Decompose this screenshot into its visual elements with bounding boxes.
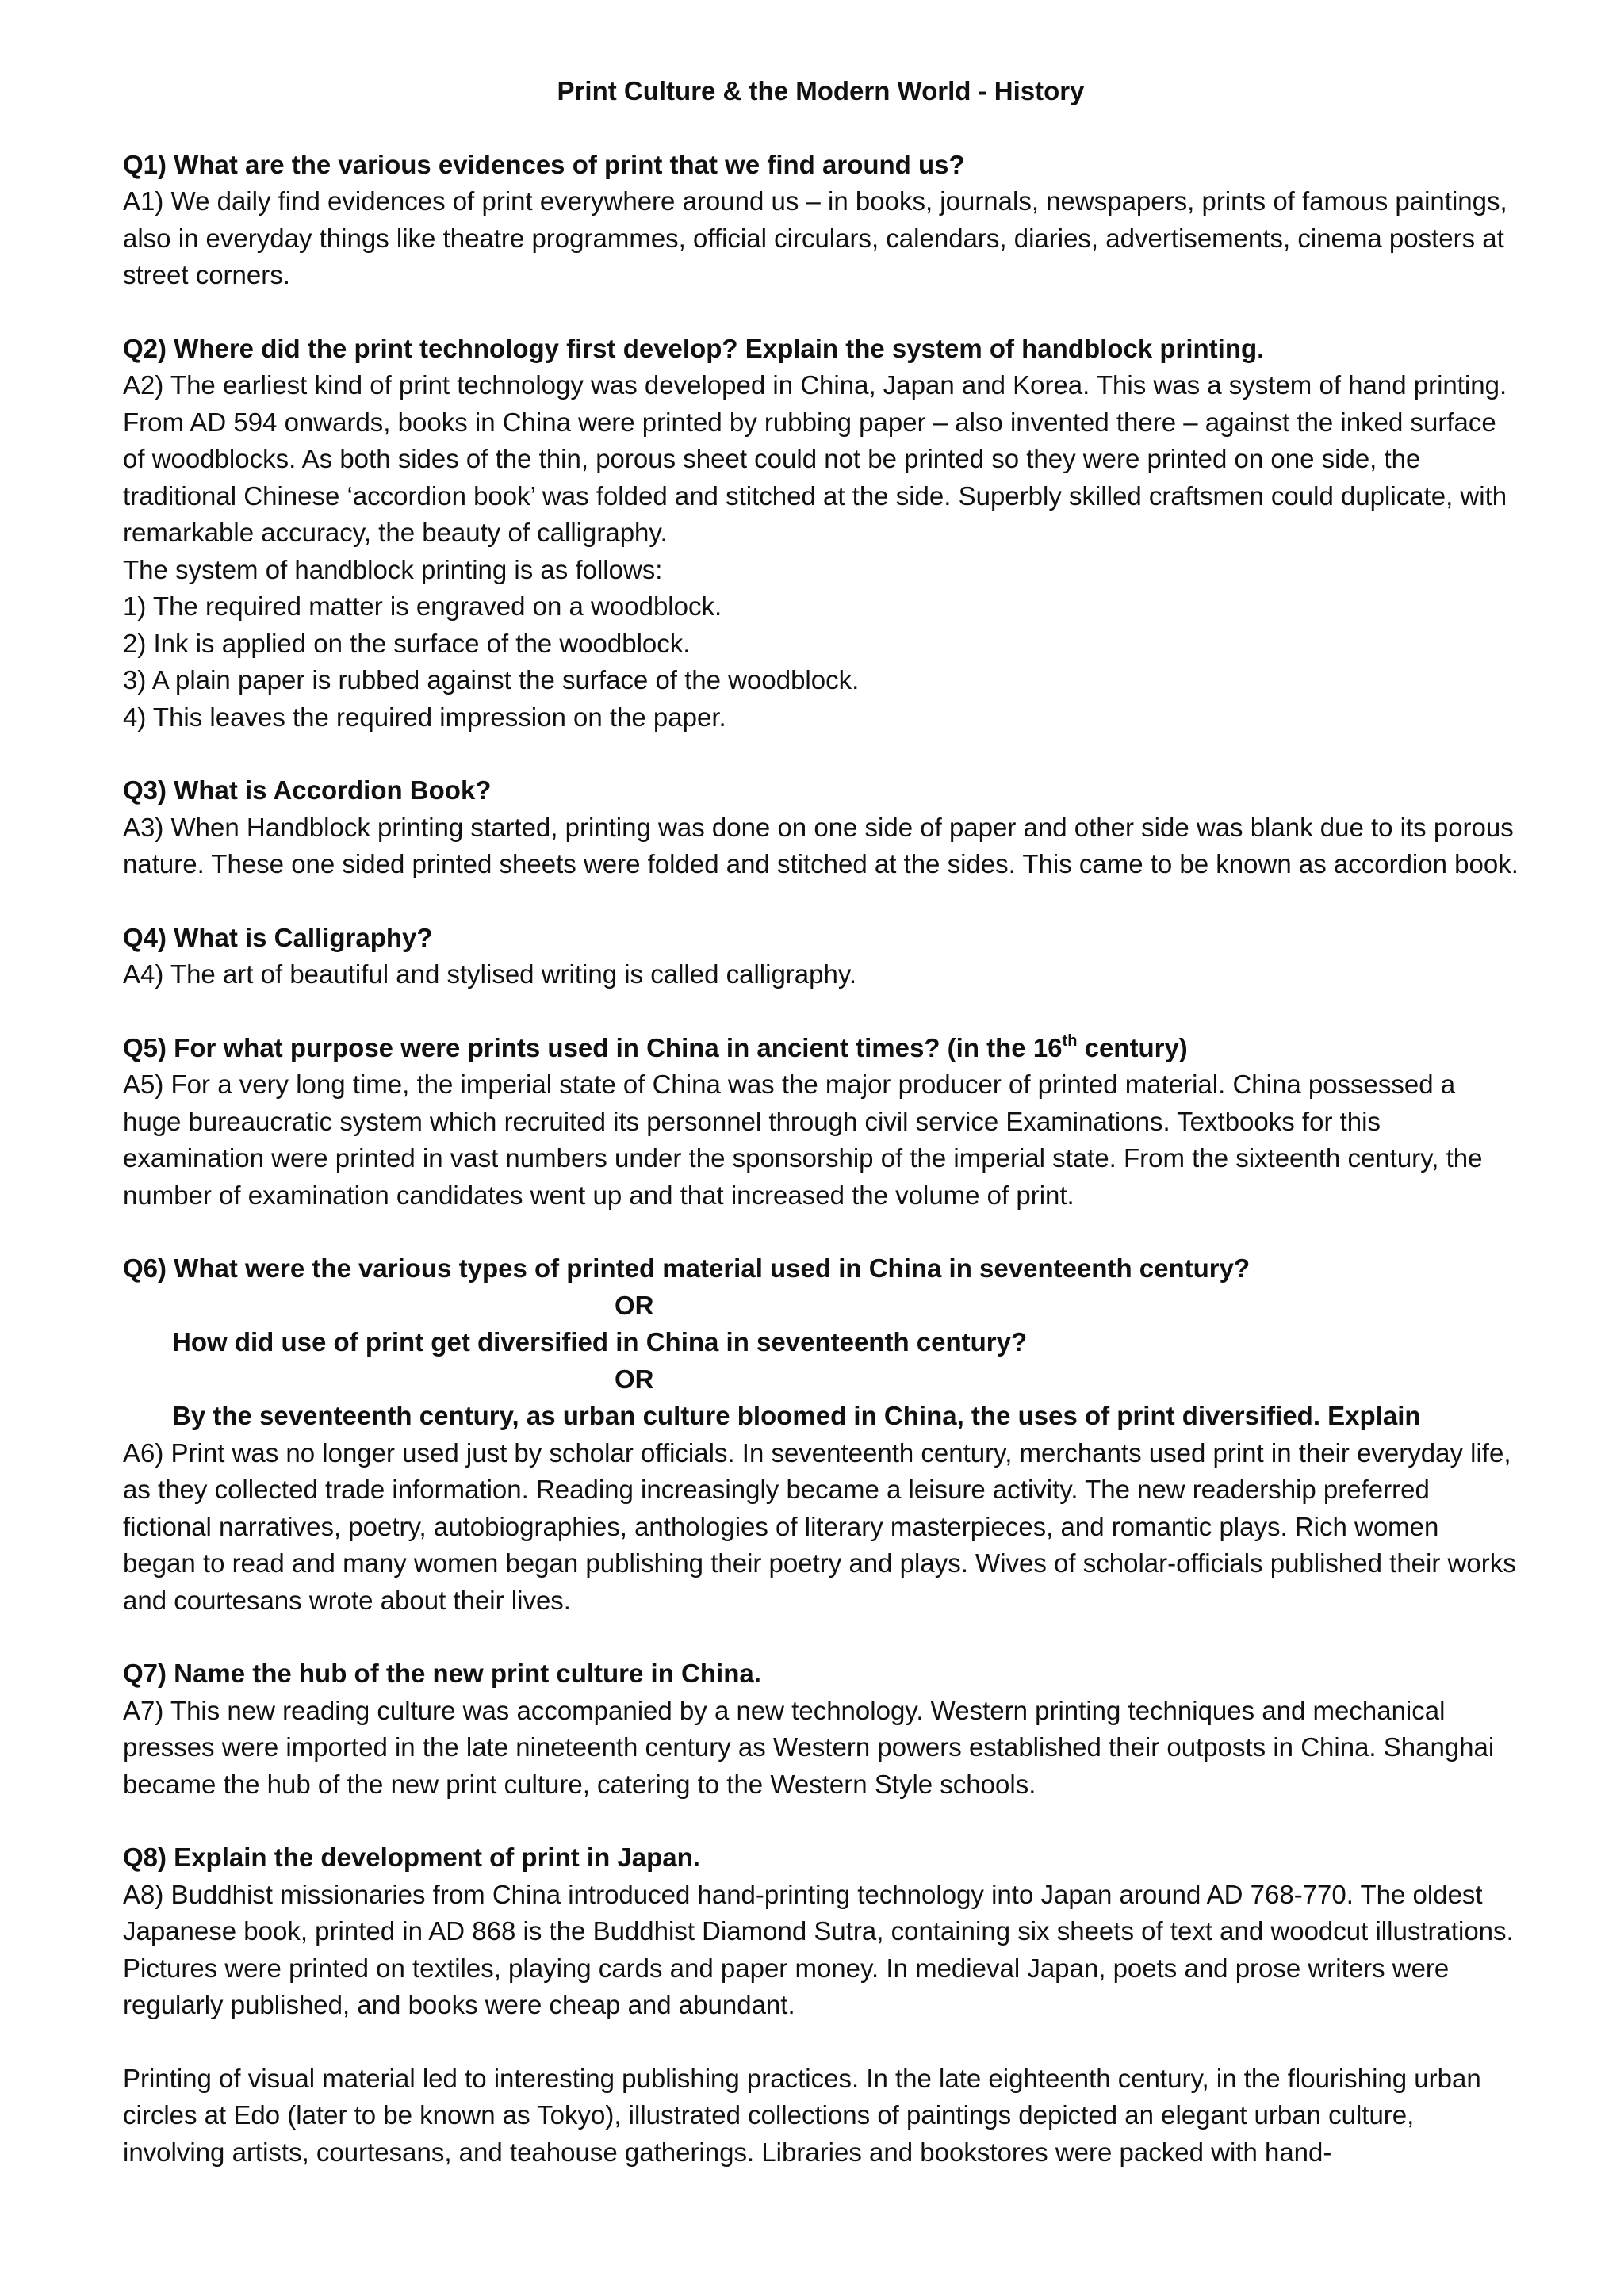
question-5 [123,1030,1519,1067]
answer-2-step: 1) The required matter is engraved on a woodblock. [123,591,722,621]
qa-block-5 [123,1030,1519,1215]
qa-block-3 [123,772,1519,883]
or-separator: OR [615,1364,654,1394]
question-3: Q3) What is Accordion Book? [123,775,492,805]
answer-7: A7) This new reading culture was accompanied by a new technology. Western printing techniques and mechanical presses were imported in the late nineteenth century as Western powers established their outposts in China. Shanghai became the hub of the new print culture, catering to the Western Style schools. [123,1695,1495,1799]
answer-5: A5) For a very long time, the imperial state of China was the major producer of printed material. China possessed a huge bureaucratic system which recruited its personnel through civil service Examinations. Textbooks for this examination were printed in vast numbers under the sponsorship of the imperial state. From the sixteenth century, the number of examination candidates went up and that increased the volume of print. [123,1070,1483,1210]
document-title: Print Culture & the Modern World - History [557,76,1085,105]
question-7: Q7) Name the hub of the new print culture in China. [123,1659,761,1688]
qa-block-6 [123,1250,1519,1619]
qa-block-4 [123,920,1519,993]
question-4: Q4) What is Calligraphy? [123,922,433,952]
answer-2-step: 3) A plain paper is rubbed against the surface of the woodblock. [123,665,860,695]
question-2: Q2) Where did the print technology first develop? Explain the system of handblock printing. [123,333,1265,363]
qa-block-8 [123,1839,1519,2171]
question-5-text-end: century) [1077,1032,1188,1062]
answer-2-step: 2) Ink is applied on the surface of the woodblock. [123,628,691,658]
document-body [123,73,1519,2207]
answer-2-steps-intro: The system of handblock printing is as follows: [123,554,663,584]
answer-1: A1) We daily find evidences of print everywhere around us – in books, journals, newspapers, prints of famous paintings, also in everyday things like theatre programmes, official circulars, calendars, diaries, advertisements, cinema posters at street corners. [123,186,1507,289]
question-1: Q1) What are the various evidences of print that we find around us? [123,149,965,179]
answer-8-continued: Printing of visual material led to interesting publishing practices. In the late eighteenth century, in the flourishing urban circles at Edo (later to be known as Tokyo), illustrated collections of paintings depicted an elegant urban culture, involving artists, courtesans, and teahouse gatherings. Libraries and bookstores were packed with hand- [123,2063,1481,2167]
question-5-text: Q5) For what purpose were prints used in China in ancient times? (in the 16 [123,1032,1063,1062]
answer-8: A8) Buddhist missionaries from China introduced hand-printing technology into Japan around AD 768-770. The oldest Japanese book, printed in AD 868 is the Buddhist Diamond Sutra, containing six sheets of text and woodcut illustrations. Pictures were printed on textiles, playing cards and paper money. In medieval Japan, poets and prose writers were regularly published, and books were cheap and abundant. [123,1879,1514,2019]
paragraph-gap [123,2024,1519,2061]
qa-block-7 [123,1655,1519,1803]
qa-block-2 [123,331,1519,737]
qa-block-1 [123,147,1519,294]
or-separator: OR [615,1290,654,1320]
answer-2: A2) The earliest kind of print technology was developed in China, Japan and Korea. This was a system of hand printing. From AD 594 onwards, books in China were printed by rubbing paper – also invented there – against the inked surface of woodblocks. As both sides of the thin, porous sheet could not be printed so they were printed on one side, the traditional Chinese ‘accordion book’ was folded and stitched at the side. Superbly skilled craftsmen could duplicate, with remarkable accuracy, the beauty of calligraphy. [123,370,1507,547]
question-6: Q6) What were the various types of printed material used in China in seventeenth century? [123,1253,1251,1283]
answer-6: A6) Print was no longer used just by scholar officials. In seventeenth century, merchants used print in their everyday life, as they collected trade information. Reading increasingly became a leisure activity. The new readership preferred fictional narratives, poetry, autobiographies, anthologies of literary masterpieces, and romantic plays. Rich women began to read and many women began publishing their poetry and plays. Wives of scholar-officials published their works and courtesans wrote about their lives. [123,1437,1516,1615]
superscript-th: th [1062,1031,1078,1050]
answer-3: A3) When Handblock printing started, printing was done on one side of paper and other side was blank due to its porous nature. These one sided printed sheets were folded and stitched at the sides. This came to be known as accordion book. [123,812,1519,878]
answer-4: A4) The art of beautiful and stylised writing is called calligraphy. [123,959,857,989]
answer-2-step: 4) This leaves the required impression on the paper. [123,702,726,732]
question-6-alternative: How did use of print get diversified in China in seventeenth century? [172,1327,1028,1357]
question-8: Q8) Explain the development of print in Japan. [123,1843,700,1872]
question-6-alternative: By the seventeenth century, as urban culture bloomed in China, the uses of print diversified. Explain [172,1401,1421,1430]
